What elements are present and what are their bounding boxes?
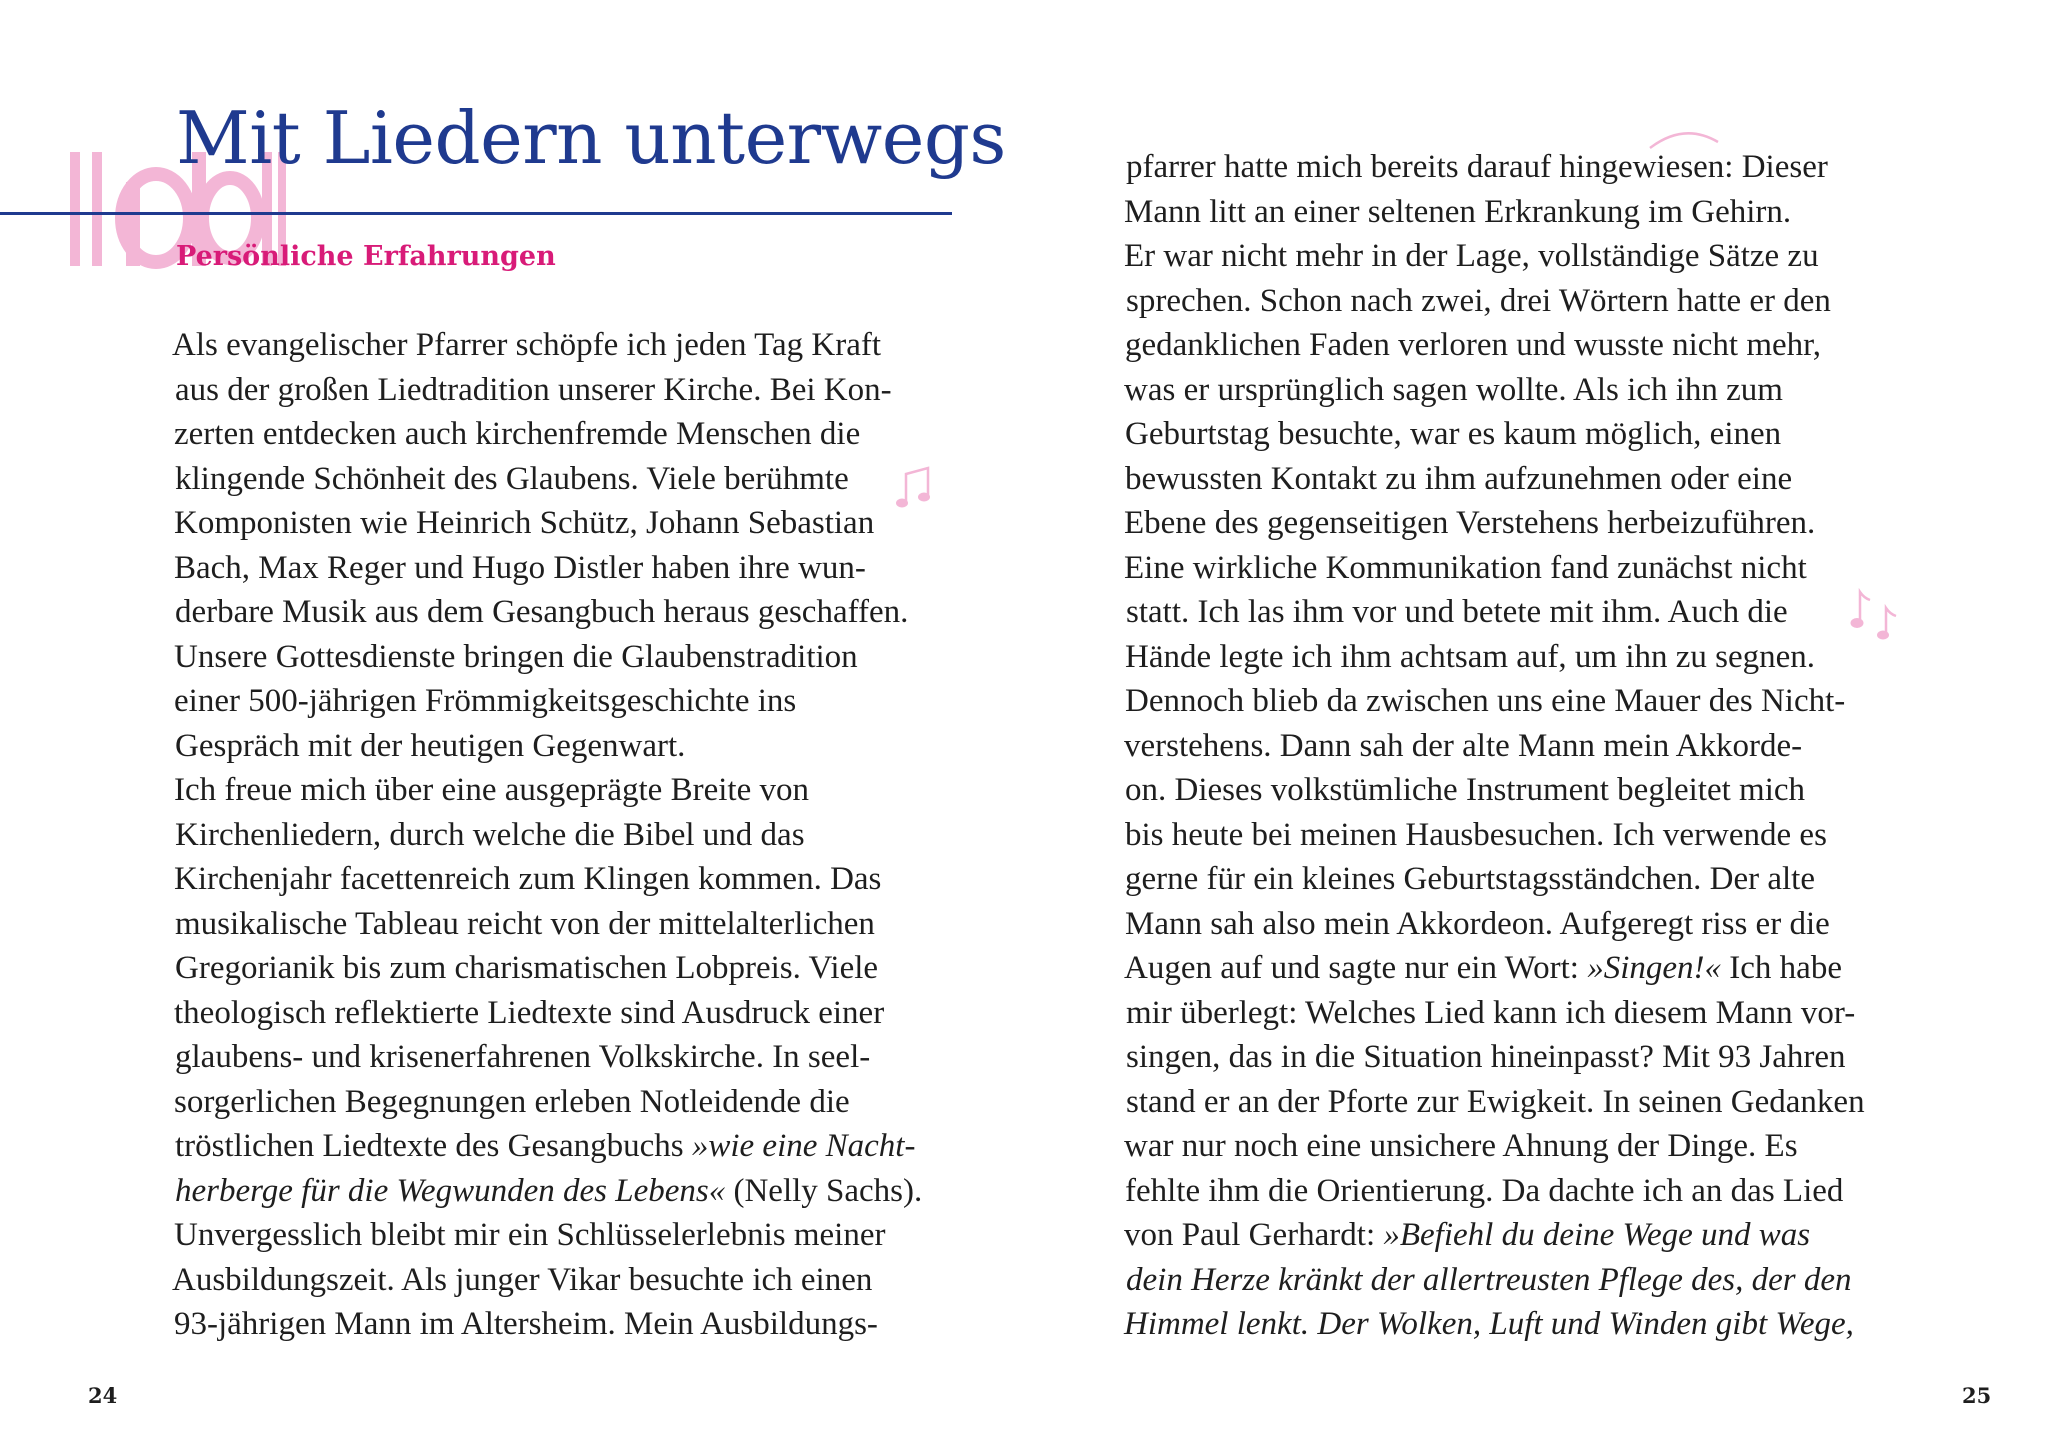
text-line: theologisch reflektierte Liedtexte sind Ausdruck einer [174,994,885,1031]
text-line: Gregorianik bis zum charismatischen Lobpreis. Viele [175,950,879,986]
text-line: zerten entdecken auch kirchenfremde Menschen die [174,416,861,452]
text-line: Komponisten wie Heinrich Schütz, Johann Sebastian [174,505,875,541]
text-line [1124,1302,1863,1347]
text-line: singen, das in die Situation hineinpasst? Mit 93 Jahren [1126,1039,1846,1075]
text-line: 93-jährigen Mann im Altersheim. Mein Ausbildungs- [174,1306,878,1342]
text-line: glaubens- und krisenerfahrenen Volkskirche. In seel- [175,1039,871,1075]
text-line: Dennoch blieb da zwischen uns eine Mauer des Nicht- [1125,683,1846,719]
text-line [1124,946,1863,991]
text-normal: Augen auf und sagte nur ein Wort: [1124,950,1588,986]
section-subtitle: Persönliche Erfahrungen [176,241,556,272]
text-line: Mann litt an einer seltenen Erkrankung im Gehirn. [1124,193,1792,230]
text-line [175,1169,922,1214]
text-line [1124,1213,1863,1258]
quote-italic: »Befiehl du deine Wege und was [1383,1217,1811,1253]
text-normal: von Paul Gerhardt: [1124,1217,1384,1253]
quote-italic: Himmel lenkt. Der Wolken, Luft und Winden gibt Wege, [1124,1306,1854,1342]
title-rule [0,212,952,215]
text-line: Kirchenjahr facettenreich zum Klingen kommen. Das [174,861,882,897]
text-line: pfarrer hatte mich bereits darauf hingewiesen: Dieser [1126,149,1828,185]
right-body-text [1124,145,1863,1347]
text-line: einer 500-jährigen Frömmigkeitsgeschichte ins [174,683,797,719]
page-number: 25 [1962,1383,1992,1408]
text-line: musikalische Tableau reicht von der mittelalterlichen [175,905,875,942]
text-line: verstehens. Dann sah der alte Mann mein Akkorde- [1124,727,1803,764]
text-line [175,1124,922,1169]
quote-italic: herberge für die Wegwunden des Lebens« [175,1172,726,1209]
text-line: Hände legte ich ihm achtsam auf, um ihn zu segnen. [1125,638,1816,675]
left-page [0,0,1025,1455]
text-normal: (Nelly Sachs). [725,1172,923,1209]
text-normal: tröstlichen Liedtexte des Gesangbuchs [175,1128,692,1164]
text-line: Kirchenliedern, durch welche die Bibel und das [175,816,805,853]
page-title: Mit Liedern unterwegs [176,96,1006,180]
text-line: bewussten Kontakt zu ihm aufzunehmen oder eine [1125,460,1793,497]
text-line: war nur noch eine unsichere Ahnung der Dinge. Es [1124,1128,1798,1164]
quote-italic: dein Herze kränkt der allertreusten Pflege des, der den [1126,1261,1852,1298]
text-line: Ebene des gegenseitigen Verstehens herbeizuführen. [1124,505,1816,541]
text-line: sprechen. Schon nach zwei, drei Wörtern hatte er den [1126,282,1831,319]
text-line: Eine wirkliche Kommunikation fand zunächst nicht [1124,549,1807,586]
text-line [1126,1258,1865,1303]
text-line: mir überlegt: Welches Lied kann ich diesem Mann vor- [1126,994,1856,1031]
text-line: klingende Schönheit des Glaubens. Viele berühmte [175,460,849,497]
text-line: Gespräch mit der heutigen Gegenwart. [175,727,686,764]
text-line: Ich freue mich über eine ausgeprägte Breite von [174,772,809,808]
text-line: gerne für ein kleines Geburtstagsständchen. Der alte [1125,861,1815,897]
text-line: bis heute bei meinen Hausbesuchen. Ich verwende es [1125,816,1827,853]
text-line: Unvergesslich bleibt mir ein Schlüsselerlebnis meiner [174,1217,886,1253]
text-line: was er ursprünglich sagen wollte. Als ich ihn zum [1124,371,1783,408]
page-number: 24 [88,1383,118,1408]
text-line: stand er an der Pforte zur Ewigkeit. In seinen Gedanken [1126,1083,1865,1120]
text-line: fehlte ihm die Orientierung. Da dachte ich an das Lied [1125,1172,1844,1209]
text-line: Bach, Max Reger und Hugo Distler haben ihre wun- [174,549,866,586]
quote-italic: »wie eine Nacht- [691,1128,916,1164]
text-line: sorgerlichen Begegnungen erleben Notleidende die [174,1083,850,1120]
text-line: derbare Musik aus dem Gesangbuch heraus geschaffen. [175,594,909,630]
text-line: Mann sah also mein Akkordeon. Aufgeregt riss er die [1125,905,1830,942]
text-line: Unsere Gottesdienste bringen die Glaubenstradition [174,638,858,675]
text-line: statt. Ich las ihm vor und betete mit ihm. Auch die [1126,594,1788,630]
text-line: aus der großen Liedtradition unserer Kirche. Bei Kon- [175,371,892,408]
text-normal: Ich habe [1721,950,1842,986]
text-line: gedanklichen Faden verloren und wusste nicht mehr, [1125,327,1822,363]
text-line: on. Dieses volkstümliche Instrument begleitet mich [1125,772,1806,808]
text-line: Als evangelischer Pfarrer schöpfe ich jeden Tag Kraft [172,327,882,363]
quote-italic: »Singen!« [1587,950,1722,986]
left-body-text [174,323,921,1347]
text-line: Geburtstag besuchte, war es kaum möglich, einen [1125,416,1782,452]
text-line: Er war nicht mehr in der Lage, vollständige Sätze zu [1124,238,1819,274]
text-line: Ausbildungszeit. Als junger Vikar besuchte ich einen [172,1261,873,1298]
